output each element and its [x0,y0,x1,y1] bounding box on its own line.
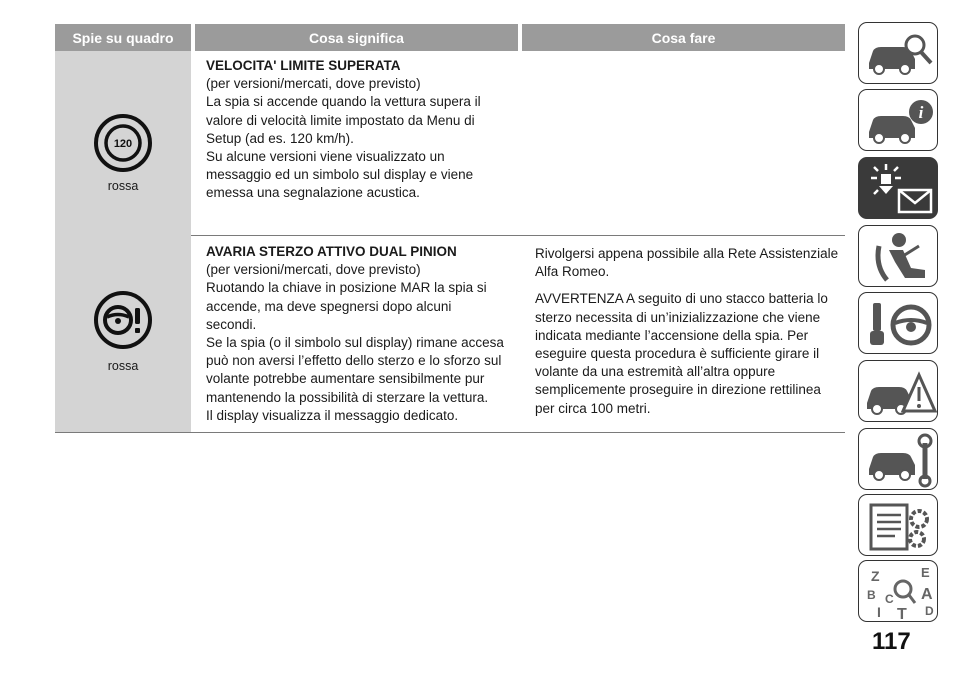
meaning-line: (per versioni/mercati, dove previsto) [206,262,421,278]
meaning-line: emessa una segnalazione acustica. [206,185,420,201]
color-label: rossa [107,179,139,193]
meaning-text [206,243,526,425]
meaning-line: Setup (ad es. 120 km/h). [206,130,354,146]
action-line: sterzo necessita di un’inizializzazione che viene [535,309,821,325]
action-line: Rivolgersi appena possibile alla Rete Assistenziale [535,246,839,261]
action-line: indicata mediante l’accensione della spia. Per [535,327,809,343]
airbag-seat-icon [859,226,939,288]
tab-starting-driving[interactable] [858,292,938,354]
key-steering-wheel-icon [859,293,939,355]
tab-safety[interactable] [858,225,938,287]
svg-text:Z: Z [871,568,880,584]
document-gear-icon [859,495,939,557]
car-info-icon [859,90,939,152]
svg-text:D: D [925,604,934,618]
meaning-title: VELOCITA' LIMITE SUPERATA [206,58,401,73]
steering-fault-warning-icon [93,290,153,350]
alphabet-index-icon [859,561,939,623]
svg-text:T: T [897,606,907,623]
meaning-line: mantenendo la possibilità di sterzare la vettura. [206,389,489,405]
icon-cell [55,51,191,235]
meaning-line: può non aversi l’effetto dello sterzo e lo sforzo sul [206,353,502,369]
svg-text:B: B [867,588,876,602]
svg-text:I: I [877,604,881,620]
tab-car-search[interactable] [858,22,938,84]
tab-warning-lights[interactable] [858,157,938,219]
meaning-line: volante potrebbe aumentare sensibilmente pur [206,371,485,387]
svg-text:120: 120 [113,138,133,150]
meaning-line: Se la spia (o il simbolo sul display) rimane accesa [206,335,504,351]
meaning-line: valore di velocità limite impostato da Menu di [206,112,475,128]
meaning-title: AVARIA STERZO ATTIVO DUAL PINION [206,244,457,259]
icon-cell [55,235,191,432]
tab-emergency[interactable] [858,360,938,422]
action-line: semplicemente proseguire in direzione rettilinea [535,382,821,398]
car-search-icon [859,23,939,85]
action-paragraph [535,290,850,417]
meaning-line: secondi. [206,316,257,332]
tab-car-info[interactable] [858,89,938,151]
meaning-line: messaggio ed un simbolo sul display e viene [206,167,474,183]
tab-technical-data[interactable] [858,494,938,556]
header-fare: Cosa fare [522,24,845,51]
car-wrench-icon [859,429,939,491]
meaning-line: Su alcune versioni viene visualizzato un [206,149,445,165]
color-label: rossa [107,359,139,373]
tab-index[interactable] [858,560,938,622]
action-line: eseguire questa procedura è sufficiente girare il [535,346,820,362]
warning-light-message-icon [859,158,939,220]
speed-limit-120-warning-icon [93,113,153,173]
svg-text:A: A [921,586,933,603]
svg-text:C: C [885,592,894,606]
table-row [55,235,845,433]
svg-text:i: i [918,103,924,122]
table-row [55,51,845,236]
action-line: Alfa Romeo. [535,264,610,280]
action-paragraph [535,245,850,281]
page-number: 117 [872,628,911,655]
meaning-line: accende, ma deve spegnersi dopo alcuni [206,298,452,314]
meaning-line: Ruotando la chiave in posizione MAR la spia si [206,280,487,296]
car-emergency-icon [859,361,939,423]
action-line: volante da una estremità all’altra oppure [535,364,776,380]
action-line: AVVERTENZA A seguito di uno stacco batteria lo [535,291,828,307]
action-text [535,245,850,427]
svg-text:E: E [921,565,930,580]
tab-maintenance[interactable] [858,428,938,490]
action-line: per circa 100 metri. [535,400,651,416]
meaning-text [206,57,526,203]
meaning-line: La spia si accende quando la vettura supera il [206,94,481,110]
meaning-line: Il display visualizza il messaggio dedicato. [206,407,459,423]
meaning-line: (per versioni/mercati, dove previsto) [206,76,421,92]
header-significa: Cosa significa [195,24,518,51]
header-spie: Spie su quadro [55,24,191,51]
